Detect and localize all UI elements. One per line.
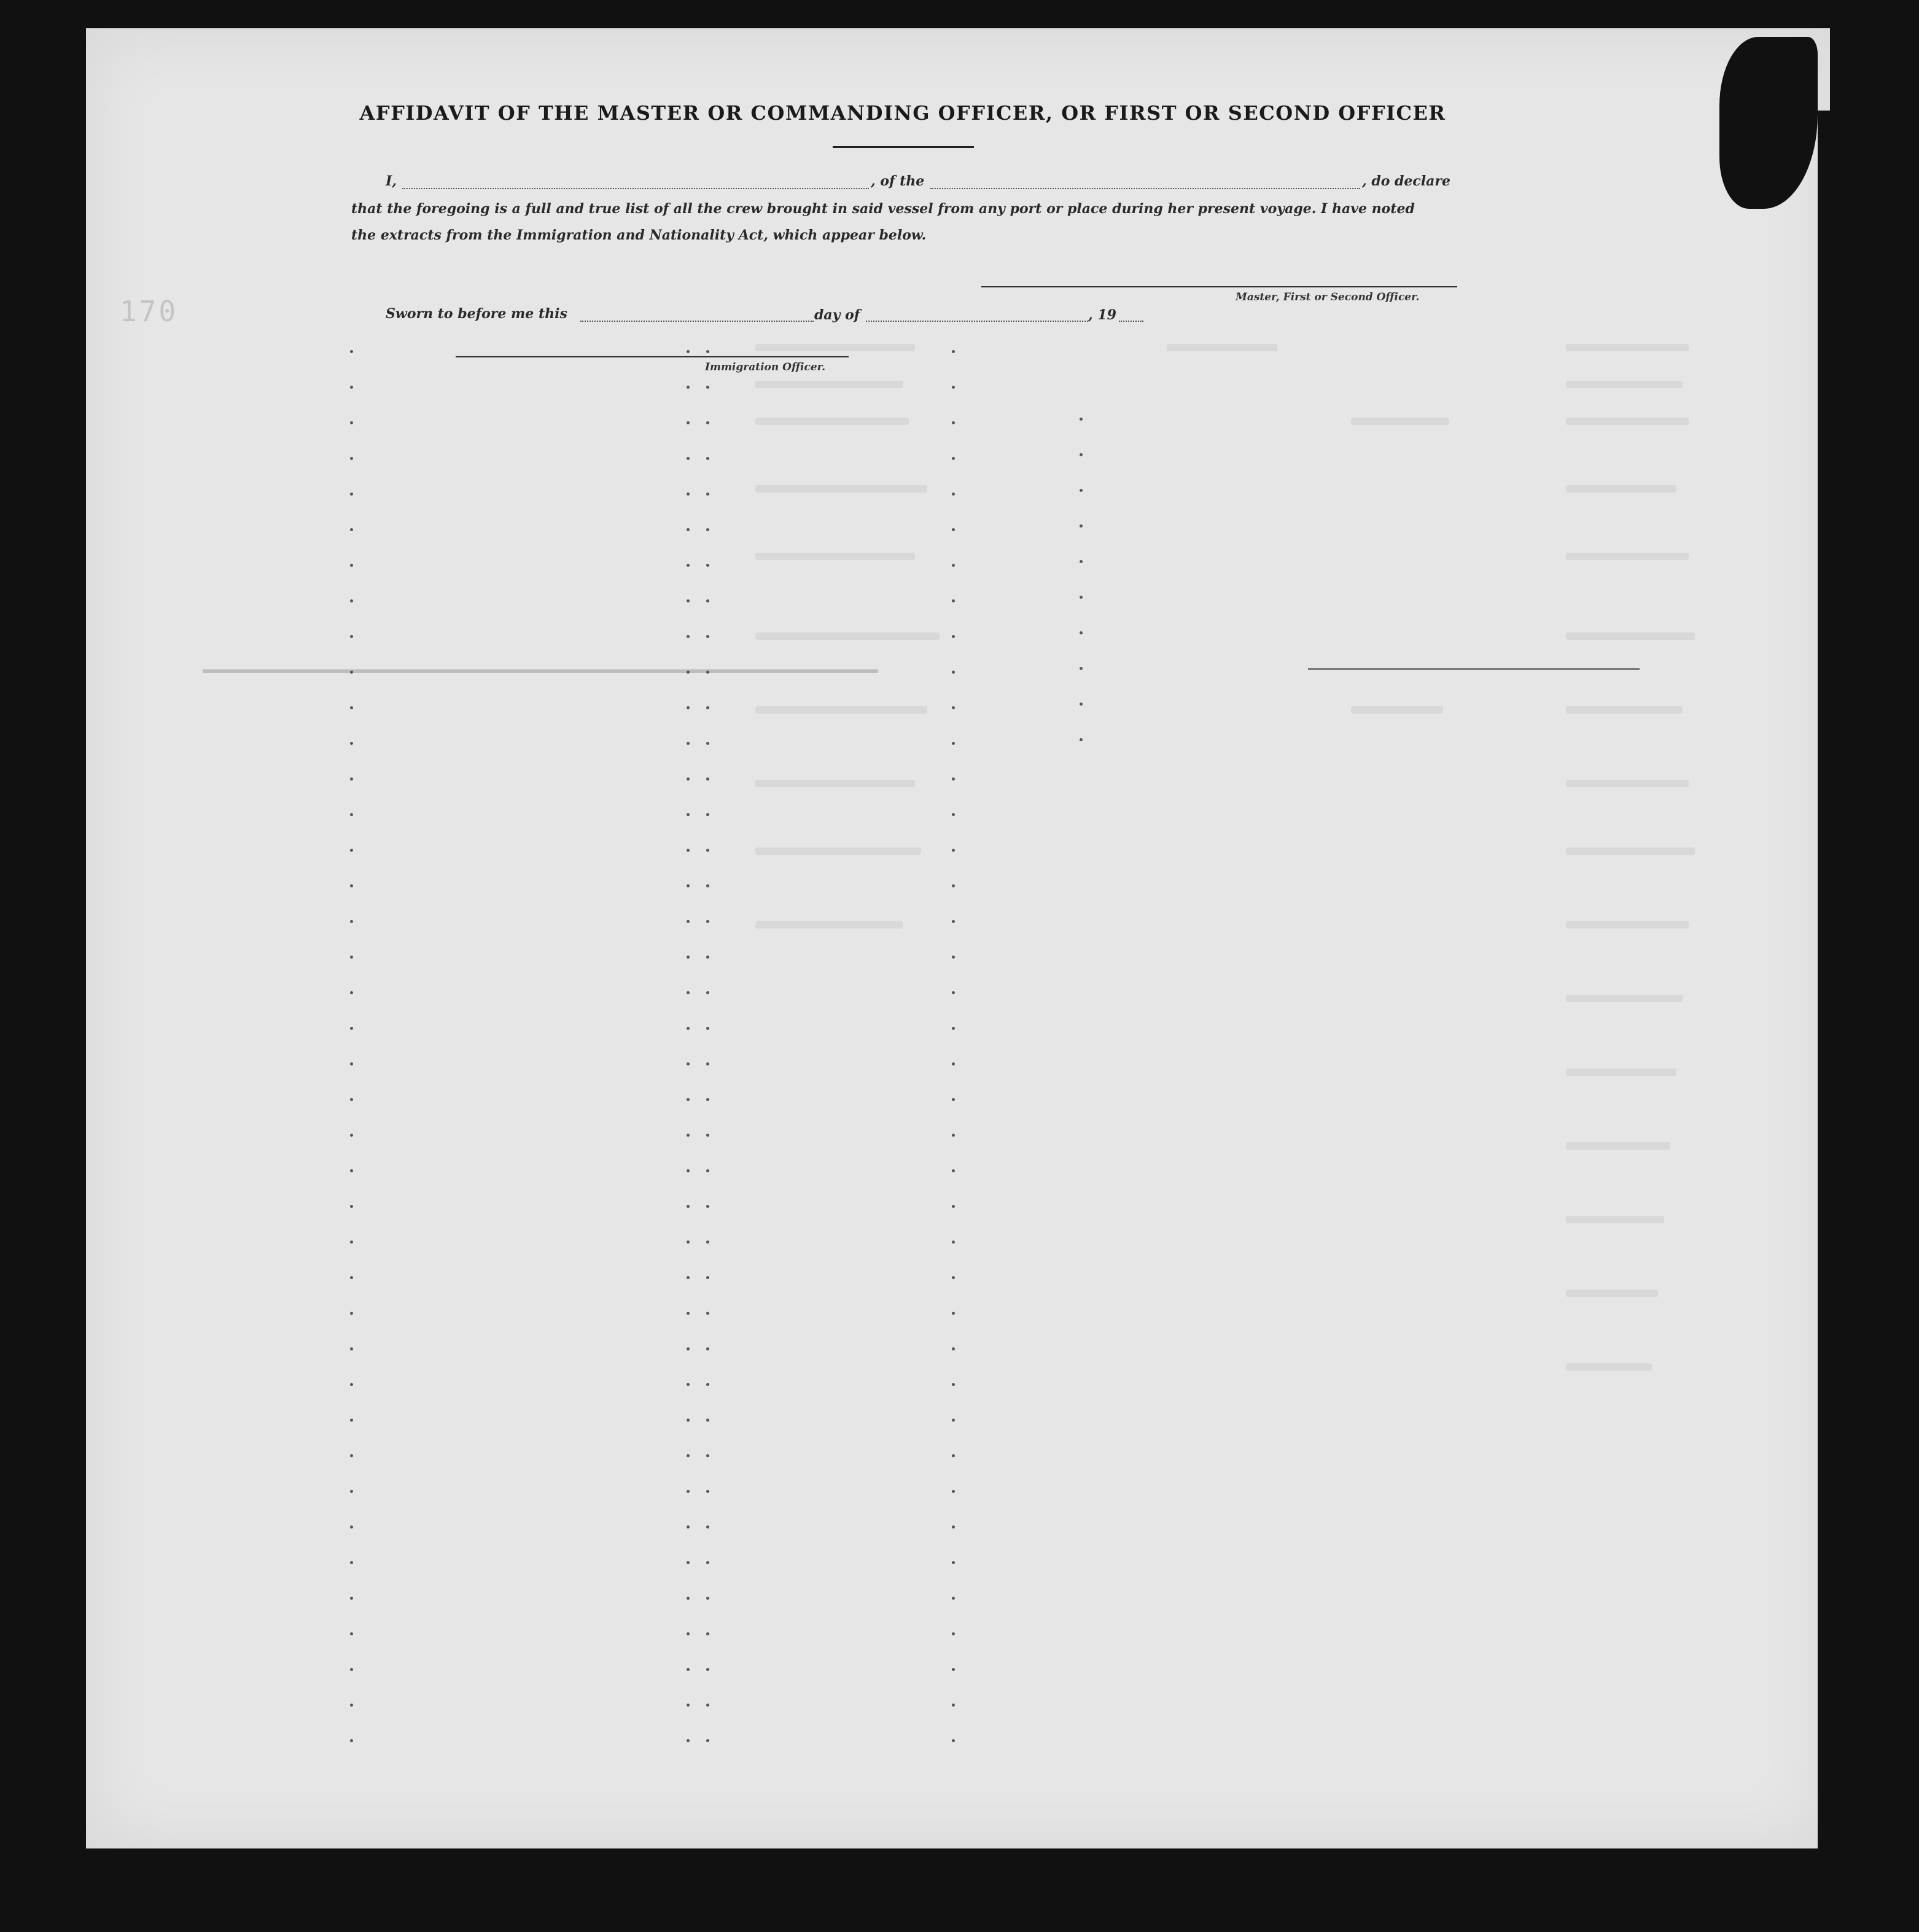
dot-mark bbox=[1080, 453, 1083, 456]
dot-mark bbox=[1080, 596, 1083, 599]
dot-mark bbox=[706, 920, 709, 923]
dot-mark bbox=[687, 671, 690, 674]
dot-mark bbox=[706, 991, 709, 994]
dot-mark bbox=[687, 1383, 690, 1386]
dot-column bbox=[687, 350, 693, 1775]
dot-mark bbox=[952, 493, 955, 496]
dot-mark bbox=[687, 1419, 690, 1422]
dot-mark bbox=[687, 1027, 690, 1030]
dot-mark bbox=[687, 599, 690, 602]
dot-mark bbox=[952, 884, 955, 887]
dot-mark bbox=[706, 777, 709, 781]
dot-mark bbox=[350, 1704, 353, 1707]
dot-mark bbox=[350, 1276, 353, 1279]
dot-mark bbox=[952, 528, 955, 531]
declaration-prefix: I, bbox=[386, 173, 397, 189]
dot-mark bbox=[350, 1205, 353, 1208]
dot-mark bbox=[952, 706, 955, 709]
dot-mark bbox=[350, 386, 353, 389]
dot-mark bbox=[952, 1312, 955, 1315]
dot-mark bbox=[1080, 524, 1083, 528]
dot-mark bbox=[706, 528, 709, 531]
dot-column bbox=[1080, 418, 1086, 774]
dot-mark bbox=[952, 671, 955, 674]
dot-mark bbox=[952, 421, 955, 424]
dot-mark bbox=[706, 1312, 709, 1315]
declaration-line-2: that the foregoing is a full and true list of all the crew brought in said vessel from any port or place during her present voyage. I have noted bbox=[351, 201, 1415, 217]
dot-mark bbox=[952, 350, 955, 353]
dot-mark bbox=[706, 1525, 709, 1529]
dot-mark bbox=[687, 457, 690, 460]
dot-mark bbox=[706, 1632, 709, 1635]
dot-mark bbox=[706, 599, 709, 602]
dot-mark bbox=[1080, 418, 1083, 421]
dot-mark bbox=[1080, 703, 1083, 706]
dot-mark bbox=[952, 1276, 955, 1279]
dot-mark bbox=[952, 1241, 955, 1244]
dot-mark bbox=[350, 777, 353, 781]
dot-mark bbox=[687, 777, 690, 781]
dot-mark bbox=[706, 386, 709, 389]
dot-mark bbox=[350, 742, 353, 745]
master-signature-line bbox=[981, 286, 1457, 287]
dot-mark bbox=[687, 1169, 690, 1172]
dot-mark bbox=[687, 956, 690, 959]
dot-mark bbox=[706, 1668, 709, 1671]
dot-mark bbox=[706, 350, 709, 353]
dot-mark bbox=[706, 1027, 709, 1030]
dot-mark bbox=[706, 849, 709, 852]
dot-mark bbox=[706, 956, 709, 959]
dot-mark bbox=[350, 1347, 353, 1350]
dot-mark bbox=[952, 1098, 955, 1101]
dot-mark bbox=[952, 1454, 955, 1457]
dot-mark bbox=[952, 1561, 955, 1564]
dot-column bbox=[952, 350, 958, 1775]
title-underline bbox=[833, 146, 974, 148]
immigration-officer-signature-line bbox=[456, 356, 849, 357]
dot-mark bbox=[350, 1027, 353, 1030]
dot-mark bbox=[687, 813, 690, 816]
declaration-of-the: , of the bbox=[871, 173, 925, 189]
bleed-through-stroke bbox=[203, 669, 878, 673]
faint-page-number: 170 bbox=[120, 295, 179, 328]
bleed-through-stroke bbox=[1308, 668, 1640, 670]
dot-mark bbox=[706, 457, 709, 460]
dot-mark bbox=[350, 1561, 353, 1564]
dot-mark bbox=[350, 635, 353, 638]
officer-name-blank bbox=[402, 188, 869, 189]
sworn-year-blank bbox=[1119, 321, 1143, 322]
dot-mark bbox=[1080, 560, 1083, 563]
sworn-text: Sworn to before me this bbox=[386, 306, 567, 322]
dot-mark bbox=[350, 813, 353, 816]
dot-mark bbox=[1080, 738, 1083, 741]
dot-mark bbox=[706, 1347, 709, 1350]
dot-mark bbox=[687, 1704, 690, 1707]
vessel-name-blank bbox=[930, 188, 1360, 189]
dot-mark bbox=[706, 1169, 709, 1172]
dot-mark bbox=[687, 564, 690, 567]
document-page bbox=[86, 28, 1830, 1848]
dot-mark bbox=[687, 493, 690, 496]
dot-mark bbox=[706, 1062, 709, 1065]
dot-mark bbox=[687, 386, 690, 389]
dot-mark bbox=[952, 1704, 955, 1707]
dot-mark bbox=[350, 1134, 353, 1137]
dot-mark bbox=[1080, 489, 1083, 492]
dot-mark bbox=[687, 920, 690, 923]
dot-mark bbox=[952, 813, 955, 816]
dot-mark bbox=[687, 528, 690, 531]
dot-mark bbox=[952, 1597, 955, 1600]
dot-mark bbox=[350, 671, 353, 674]
dot-mark bbox=[350, 1739, 353, 1742]
dot-mark bbox=[350, 956, 353, 959]
dot-mark bbox=[350, 599, 353, 602]
dot-mark bbox=[952, 777, 955, 781]
dot-mark bbox=[687, 884, 690, 887]
dot-mark bbox=[706, 493, 709, 496]
dot-mark bbox=[350, 706, 353, 709]
dot-mark bbox=[687, 421, 690, 424]
dot-mark bbox=[706, 1419, 709, 1422]
dot-mark bbox=[952, 1383, 955, 1386]
dot-mark bbox=[952, 1205, 955, 1208]
dot-mark bbox=[952, 991, 955, 994]
dot-mark bbox=[706, 742, 709, 745]
dot-mark bbox=[706, 1490, 709, 1493]
dot-mark bbox=[952, 1419, 955, 1422]
sworn-day-blank bbox=[580, 321, 814, 322]
dot-mark bbox=[706, 1454, 709, 1457]
dot-mark bbox=[350, 1419, 353, 1422]
dot-mark bbox=[952, 599, 955, 602]
dot-mark bbox=[952, 457, 955, 460]
dot-mark bbox=[1080, 667, 1083, 670]
dot-mark bbox=[687, 1134, 690, 1137]
dot-mark bbox=[350, 421, 353, 424]
dot-mark bbox=[687, 635, 690, 638]
dot-mark bbox=[706, 1098, 709, 1101]
page-edge-shadow bbox=[1818, 111, 1836, 1848]
dot-column bbox=[350, 350, 356, 1775]
dot-mark bbox=[350, 920, 353, 923]
dot-mark bbox=[952, 1490, 955, 1493]
dot-mark bbox=[952, 564, 955, 567]
affidavit-title: AFFIDAVIT OF THE MASTER OR COMMANDING OFFICER, OR FIRST OR SECOND OFFICER bbox=[359, 101, 1446, 125]
dot-mark bbox=[687, 742, 690, 745]
dot-mark bbox=[706, 884, 709, 887]
dot-mark bbox=[706, 1241, 709, 1244]
dot-mark bbox=[706, 1276, 709, 1279]
dot-mark bbox=[350, 1062, 353, 1065]
dot-mark bbox=[952, 742, 955, 745]
dot-mark bbox=[706, 671, 709, 674]
dot-mark bbox=[952, 386, 955, 389]
dot-mark bbox=[687, 706, 690, 709]
dot-mark bbox=[706, 1383, 709, 1386]
dot-mark bbox=[952, 1027, 955, 1030]
dot-mark bbox=[687, 1632, 690, 1635]
dot-mark bbox=[706, 1205, 709, 1208]
dot-mark bbox=[350, 1525, 353, 1529]
dot-mark bbox=[350, 1241, 353, 1244]
dot-mark bbox=[350, 1454, 353, 1457]
dot-mark bbox=[952, 956, 955, 959]
dot-mark bbox=[350, 457, 353, 460]
sworn-month-blank bbox=[866, 321, 1088, 322]
dot-mark bbox=[706, 421, 709, 424]
dot-mark bbox=[687, 1205, 690, 1208]
dot-mark bbox=[706, 564, 709, 567]
dot-mark bbox=[706, 706, 709, 709]
dot-mark bbox=[350, 1312, 353, 1315]
dot-mark bbox=[350, 1668, 353, 1671]
dot-mark bbox=[687, 1347, 690, 1350]
dot-mark bbox=[952, 1668, 955, 1671]
dot-mark bbox=[952, 1134, 955, 1137]
dot-mark bbox=[687, 1597, 690, 1600]
dot-mark bbox=[687, 1062, 690, 1065]
dot-mark bbox=[350, 564, 353, 567]
dot-mark bbox=[687, 849, 690, 852]
dot-mark bbox=[706, 1739, 709, 1742]
dot-mark bbox=[952, 1169, 955, 1172]
dot-mark bbox=[687, 1525, 690, 1529]
dot-mark bbox=[687, 1098, 690, 1101]
dot-mark bbox=[952, 1739, 955, 1742]
dot-mark bbox=[687, 1241, 690, 1244]
dot-mark bbox=[350, 1632, 353, 1635]
dot-mark bbox=[687, 1490, 690, 1493]
dot-mark bbox=[350, 849, 353, 852]
dot-mark bbox=[687, 1668, 690, 1671]
dot-mark bbox=[952, 1632, 955, 1635]
declaration-line-3: the extracts from the Immigration and Nationality Act, which appear below. bbox=[351, 227, 927, 243]
dot-column bbox=[706, 350, 712, 1775]
dot-mark bbox=[687, 350, 690, 353]
dot-mark bbox=[706, 635, 709, 638]
dot-mark bbox=[952, 849, 955, 852]
dot-mark bbox=[1080, 631, 1083, 634]
dot-mark bbox=[350, 991, 353, 994]
immigration-officer-label: Immigration Officer. bbox=[705, 361, 825, 373]
dot-mark bbox=[952, 1525, 955, 1529]
dot-mark bbox=[706, 1597, 709, 1600]
dot-mark bbox=[350, 884, 353, 887]
dot-mark bbox=[350, 350, 353, 353]
dot-mark bbox=[350, 528, 353, 531]
sworn-day-of: day of bbox=[814, 307, 860, 323]
master-signature-label: Master, First or Second Officer. bbox=[1236, 291, 1420, 303]
dot-mark bbox=[706, 1704, 709, 1707]
dot-mark bbox=[687, 991, 690, 994]
dot-mark bbox=[952, 1062, 955, 1065]
dot-mark bbox=[687, 1739, 690, 1742]
dot-mark bbox=[706, 813, 709, 816]
sworn-year: , 19 bbox=[1088, 307, 1116, 323]
declaration-do-declare: , do declare bbox=[1362, 173, 1451, 189]
dot-mark bbox=[350, 1490, 353, 1493]
dot-mark bbox=[687, 1561, 690, 1564]
dot-mark bbox=[350, 1098, 353, 1101]
dot-mark bbox=[350, 1383, 353, 1386]
dot-mark bbox=[706, 1134, 709, 1137]
dot-mark bbox=[687, 1276, 690, 1279]
dot-mark bbox=[952, 635, 955, 638]
dot-mark bbox=[687, 1312, 690, 1315]
dot-mark bbox=[706, 1561, 709, 1564]
dot-mark bbox=[687, 1454, 690, 1457]
dot-mark bbox=[952, 1347, 955, 1350]
dot-mark bbox=[350, 1169, 353, 1172]
dot-mark bbox=[350, 1597, 353, 1600]
dot-mark bbox=[952, 920, 955, 923]
dot-mark bbox=[350, 493, 353, 496]
